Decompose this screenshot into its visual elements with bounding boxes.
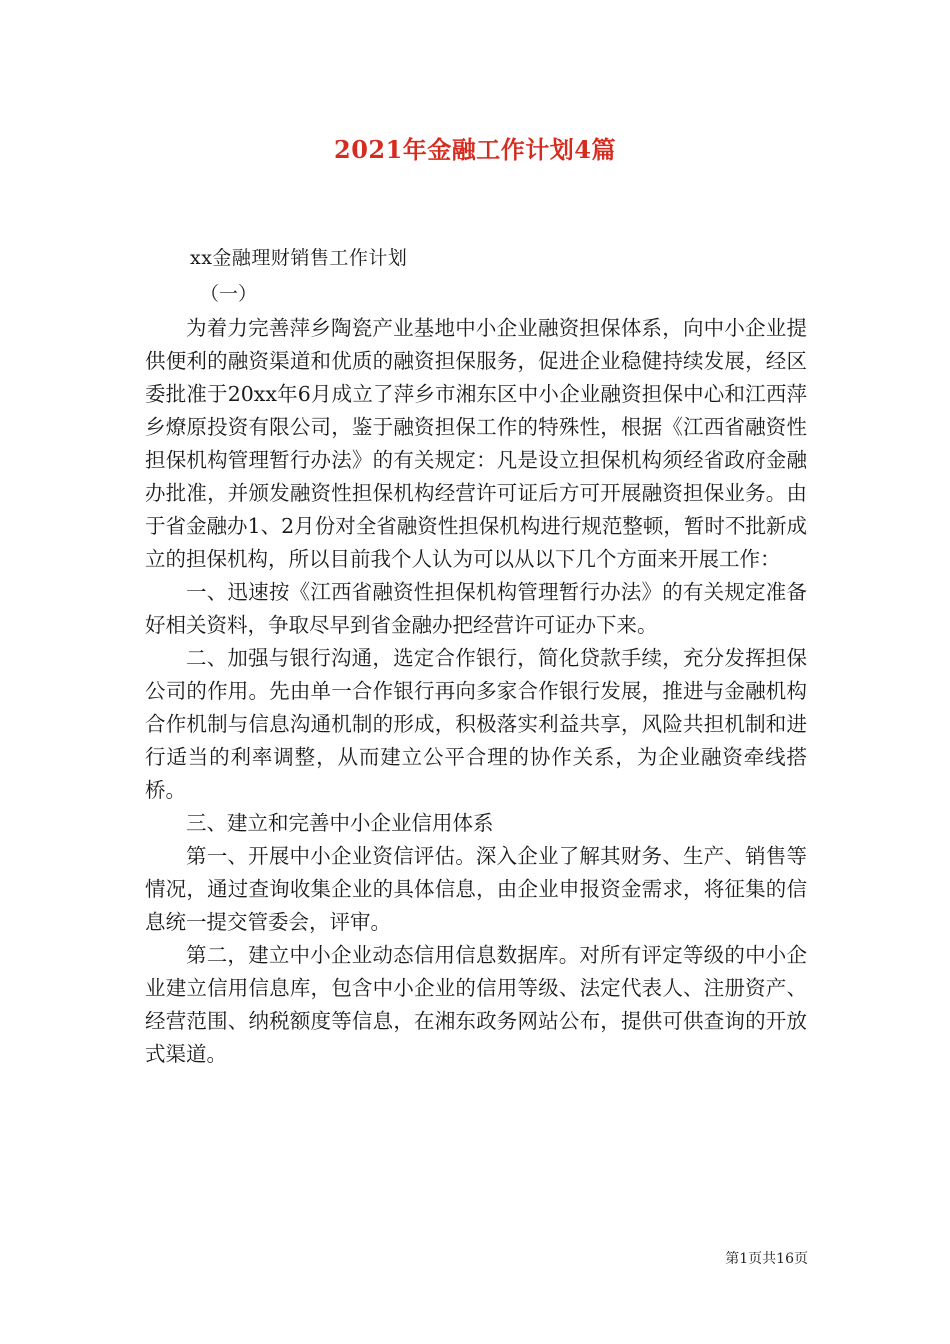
document-subtitle: xx金融理财销售工作计划 xyxy=(190,247,408,269)
paragraph-item-3-first: 第一、开展中小企业资信评估。深入企业了解其财务、生产、销售等情况，通过查询收集企业的具体信息，由企业申报资金需求，将征集的信息统一提交管委会，评审。 xyxy=(145,844,807,934)
paragraph-item-3-second: 第二，建立中小企业动态信用信息数据库。对所有评定等级的中小企业建立信用信息库，包含中小企业的信用等级、法定代表人、注册资产、经营范围、纳税额度等信息，在湘东政务网站公布，提供可供查询的开放式渠道。 xyxy=(145,943,807,1066)
paragraph-item-3-heading: 三、建立和完善中小企业信用体系 xyxy=(186,811,494,835)
section-marker: （一） xyxy=(200,283,258,305)
paragraph-intro: 为着力完善萍乡陶瓷产业基地中小企业融资担保体系，向中小企业提供便利的融资渠道和优质的融资担保服务，促进企业稳健持续发展，经区委批准于20xx年6月成立了萍乡市湘东区中小企业融资担保中心和江西萍乡燎原投资有限公司，鉴于融资担保工作的特殊性，根据《江西省融资性担保机构管理暂行办法》的有关规定：凡是设立担保机构须经省政府金融办批准，并颁发融资性担保机构经营许可证后方可开展融资担保业务。由于省金融办1、2月份对全省融资性担保机构进行规范整顿，暂时不批新成立的担保机构，所以目前我个人认为可以从以下几个方面来开展工作： xyxy=(145,316,807,571)
document-body xyxy=(145,312,807,1071)
page-number: 第1页共16页 xyxy=(725,1251,808,1267)
document-title: 2021年金融工作计划4篇 xyxy=(334,135,616,164)
paragraph-item-1: 一、迅速按《江西省融资性担保机构管理暂行办法》的有关规定准备好相关资料，争取尽早到省金融办把经营许可证办下来。 xyxy=(145,580,807,637)
paragraph-item-2: 二、加强与银行沟通，选定合作银行，简化贷款手续，充分发挥担保公司的作用。先由单一合作银行再向多家合作银行发展，推进与金融机构合作机制与信息沟通机制的形成，积极落实利益共享，风险共担机制和进行适当的利率调整，从而建立公平合理的协作关系，为企业融资牵线搭桥。 xyxy=(145,646,807,802)
